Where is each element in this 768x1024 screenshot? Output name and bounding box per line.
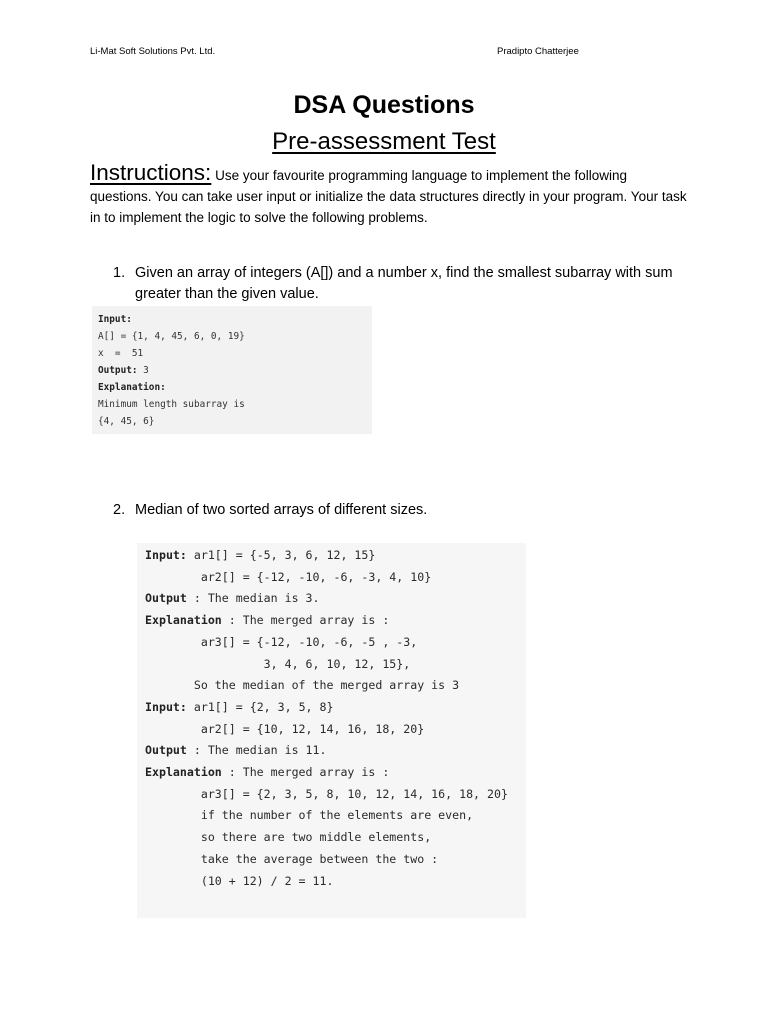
example-line — [145, 675, 526, 697]
question-2 — [113, 500, 683, 521]
example-line — [98, 345, 372, 362]
example-value: take the average between the two : — [145, 851, 439, 866]
example-value: ar3[] = {2, 3, 5, 8, 10, 12, 14, 16, 18, 20} — [145, 786, 508, 801]
example-line — [98, 362, 372, 379]
example-label: Explanation: — [98, 382, 166, 393]
example-value: ar1[] = {2, 3, 5, 8} — [186, 699, 334, 714]
example-label: Output: — [98, 365, 138, 376]
example-line — [98, 379, 372, 396]
example-value: 3, 4, 6, 10, 12, 15}, — [145, 656, 411, 671]
example-label: Explanation — [145, 613, 222, 628]
example-value: x = 51 — [98, 348, 144, 359]
document-title: DSA Questions — [293, 91, 475, 119]
question-2-example — [137, 543, 526, 918]
example-value: : The merged array is : — [221, 765, 390, 780]
question-1-text: Given an array of integers (A[]) and a number x, find the smallest subarray with sum greater than the given value. — [135, 265, 673, 302]
example-label: Output — [145, 743, 187, 758]
example-value: So the median of the merged array is 3 — [145, 678, 460, 693]
question-1-example — [92, 306, 372, 434]
header-author: Pradipto Chatterjee — [497, 46, 579, 57]
example-value: A[] = {1, 4, 45, 6, 0, 19} — [98, 331, 245, 342]
example-label: Output — [145, 591, 187, 606]
example-value: Minimum length subarray is — [98, 399, 245, 410]
instructions-text: Use your favourite programming language to implement the following questions. You can take user input or initialize the data structures directly in your program. Your task in to implement the logic to solve the following problems. — [90, 168, 687, 225]
example-value: : The merged array is : — [221, 613, 390, 628]
question-2-number: 2. — [113, 502, 126, 518]
example-line — [145, 632, 526, 654]
example-line — [98, 328, 372, 345]
example-line — [145, 567, 526, 589]
example-value: so there are two middle elements, — [145, 830, 432, 845]
example-line — [145, 871, 526, 893]
question-1-number: 1. — [113, 265, 126, 281]
example-line — [145, 784, 526, 806]
example-value: : The median is 11. — [186, 743, 327, 758]
example-line — [98, 396, 372, 413]
example-line — [145, 849, 526, 871]
example-value: ar3[] = {-12, -10, -6, -5 , -3, — [145, 634, 418, 649]
example-label: Input: — [145, 699, 187, 714]
header-company: Li-Mat Soft Solutions Pvt. Ltd. — [90, 46, 216, 57]
example-label: Input: — [98, 314, 132, 325]
example-value: ar2[] = {10, 12, 14, 16, 18, 20} — [145, 721, 425, 736]
example-line — [145, 610, 526, 632]
example-line — [145, 697, 526, 719]
example-line — [145, 545, 526, 567]
example-line — [98, 311, 372, 328]
document-subtitle-wrap — [0, 128, 768, 156]
example-value: (10 + 12) / 2 = 11. — [145, 873, 334, 888]
example-line — [98, 413, 372, 430]
example-value: 3 — [137, 365, 149, 376]
example-line — [145, 805, 526, 827]
example-value: if the number of the elements are even, — [145, 808, 474, 823]
example-label: Explanation — [145, 765, 222, 780]
example-line — [145, 740, 526, 762]
example-line — [145, 588, 526, 610]
instructions-heading: Instructions: — [90, 160, 212, 185]
example-value: ar2[] = {-12, -10, -6, -3, 4, 10} — [145, 569, 432, 584]
document-subtitle: Pre-assessment Test — [272, 128, 496, 155]
question-1 — [113, 263, 683, 302]
question-2-text: Median of two sorted arrays of different sizes. — [135, 502, 428, 518]
example-line — [145, 827, 526, 849]
example-line — [145, 654, 526, 676]
example-value: ar1[] = {-5, 3, 6, 12, 15} — [186, 548, 376, 562]
instructions-paragraph — [90, 162, 690, 228]
example-label: Input: — [145, 548, 187, 562]
example-line — [145, 719, 526, 741]
example-value: : The median is 3. — [186, 591, 320, 606]
example-line — [145, 762, 526, 784]
example-value: {4, 45, 6} — [98, 416, 155, 427]
